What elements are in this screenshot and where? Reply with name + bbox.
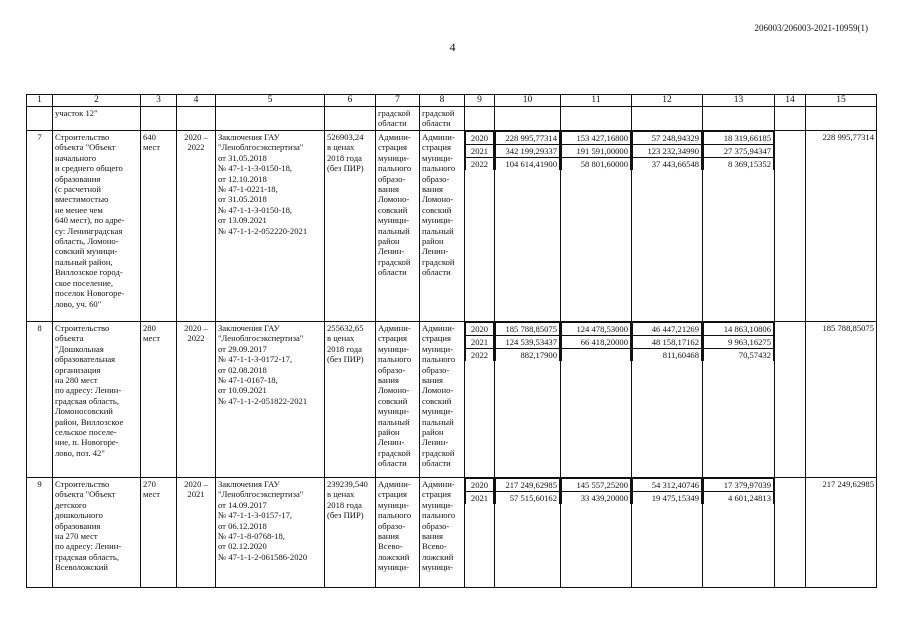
col-header: 15 — [806, 95, 877, 107]
cell-col11-group — [561, 322, 632, 478]
cell-year-group — [465, 478, 495, 588]
cell-col14 — [775, 322, 806, 478]
cell-owner: Админи- страция муници- пального образо- вания Ломоно- совский муници- пальный район Ленин- градской области — [420, 322, 465, 478]
col-header: 3 — [141, 95, 177, 107]
cell-col13: 17 379,97039 — [704, 479, 774, 492]
cell-year: 2021 — [466, 145, 494, 158]
cell — [325, 107, 376, 131]
cell-col12: 46 447,21269 — [633, 323, 702, 336]
col-header: 12 — [632, 95, 703, 107]
cell-col12: 37 443,66548 — [633, 158, 702, 171]
cell-col13-group — [703, 478, 775, 588]
cell-col12-group — [632, 322, 703, 478]
cell-expertise: Заключения ГАУ "Леноблгосэкспертиза" от 29.09.2017 № 47-1-1-3-0172-17, от 02.08.2018 № 47-1-0167-18, от 10.09.2021 № 47-1-1-2-051822-2021 — [216, 322, 325, 478]
cell-period: 2020 – 2022 — [177, 322, 216, 478]
cell — [703, 107, 775, 131]
cell-col15: 228 995,77314 — [806, 131, 877, 322]
col-header: 6 — [325, 95, 376, 107]
cell-col12: 19 475,15349 — [633, 492, 702, 505]
table-row — [27, 131, 877, 322]
cell-col13: 14 863,10806 — [704, 323, 774, 336]
cell-object-name: Строительство объекта "Объект начального и среднего общего образования (с расчетной вместимостью не менее чем 640 мест), по адре- су: Ленинградская область, Ломоно- совский муници- пальный район, Виллозское город- ское поселение, поселок Новогоре- лово, уч. 60" — [53, 131, 141, 322]
cell-col12: 54 312,40746 — [633, 479, 702, 492]
cell-year: 2020 — [466, 479, 494, 492]
cell-col15: 217 249,62985 — [806, 478, 877, 588]
cell — [27, 107, 53, 131]
cell-col12-group — [632, 131, 703, 322]
cell-row-number: 9 — [27, 478, 53, 588]
page-number: 4 — [449, 40, 456, 54]
cell-col14 — [775, 478, 806, 588]
cell-customer: Админи- страция муници- пального образо- вания Всево- ложский муници- — [376, 478, 420, 588]
col-header: 8 — [420, 95, 465, 107]
table-row — [27, 322, 877, 478]
cell-cost: 526903,24 в ценах 2018 года (без ПИР) — [325, 131, 376, 322]
cell-col13: 9 963,16275 — [704, 336, 774, 349]
cell-col11: 191 591,00000 — [562, 145, 631, 158]
cell-total: 342 199,29337 — [496, 145, 560, 158]
header-row — [27, 95, 877, 107]
cell-col11: 33 439,20000 — [562, 492, 631, 505]
cell-row-number: 7 — [27, 131, 53, 322]
cell-total-group — [495, 478, 561, 588]
cell-expertise: Заключения ГАУ "Леноблгосэкспертиза" от 14.09.2017 № 47-1-1-3-0157-17, от 06.12.2018 № 47-1-8-0768-18, от 02.12.2020 № 47-1-1-2-061586-2020 — [216, 478, 325, 588]
cell-col12-group — [632, 478, 703, 588]
cell-year: 2022 — [466, 158, 494, 171]
cell-capacity: 640 мест — [141, 131, 177, 322]
cell-total: 57 515,60162 — [496, 492, 560, 505]
cell-capacity: 270 мест — [141, 478, 177, 588]
cell-period: 2020 – 2022 — [177, 131, 216, 322]
col-header: 1 — [27, 95, 53, 107]
cell-total: 217 249,62985 — [496, 479, 560, 492]
cell-capacity: 280 мест — [141, 322, 177, 478]
cell — [495, 107, 561, 131]
cell-year: 2021 — [466, 336, 494, 349]
cell-col13: 4 601,24813 — [704, 492, 774, 505]
cell-col11: 58 801,60000 — [562, 158, 631, 171]
cell-col13-group — [703, 131, 775, 322]
cell-expertise: Заключения ГАУ "Леноблгосэкспертиза" от 31.05.2018 № 47-1-1-3-0150-18, от 12.10.2018 № 47-1-0221-18, от 31.05.2018 № 47-1-1-3-0150-18, от 13.09.2021 № 47-1-1-2-052220-2021 — [216, 131, 325, 322]
cell-period: 2020 – 2021 — [177, 478, 216, 588]
cell-col11-group — [561, 131, 632, 322]
cell-col13-group — [703, 322, 775, 478]
cell-col11 — [562, 349, 631, 362]
cell-col11: 66 418,20000 — [562, 336, 631, 349]
cell-col12: 123 232,34990 — [633, 145, 702, 158]
cell-object-name: Строительство объекта "Объект детского дошкольного образования на 270 мест по адресу: Ленин- градская область, Всеволожский — [53, 478, 141, 588]
cell-col13: 70,57432 — [704, 349, 774, 362]
document-number: 206003/206003-2021-10959(1) — [754, 23, 868, 33]
col-header: 2 — [53, 95, 141, 107]
cell-total: 124 539,53437 — [496, 336, 560, 349]
cell-year-group — [465, 322, 495, 478]
cell-col11: 124 478,53000 — [562, 323, 631, 336]
cell — [775, 107, 806, 131]
cell-object-name: участок 12" — [53, 107, 141, 131]
cell-total-group — [495, 322, 561, 478]
cell-row-number: 8 — [27, 322, 53, 478]
cell-year-group — [465, 131, 495, 322]
cell — [561, 107, 632, 131]
cell-col13: 27 375,94347 — [704, 145, 774, 158]
col-header: 7 — [376, 95, 420, 107]
table-row — [27, 478, 877, 588]
cell-total: 228 995,77314 — [496, 132, 560, 145]
col-header: 11 — [561, 95, 632, 107]
cell-col13: 8 369,15352 — [704, 158, 774, 171]
cell-col11-group — [561, 478, 632, 588]
col-header: 5 — [216, 95, 325, 107]
cell-col12: 57 248,94329 — [633, 132, 702, 145]
cell — [216, 107, 325, 131]
cell-year: 2022 — [466, 349, 494, 362]
cell — [465, 107, 495, 131]
cell-customer: градской области — [376, 107, 420, 131]
col-header: 9 — [465, 95, 495, 107]
cell-cost: 239239,540 в ценах 2018 года (без ПИР) — [325, 478, 376, 588]
cell-col11: 153 427,16800 — [562, 132, 631, 145]
col-header: 13 — [703, 95, 775, 107]
cell-total-group — [495, 131, 561, 322]
cell-total: 882,17900 — [496, 349, 560, 362]
col-header: 10 — [495, 95, 561, 107]
cell-customer: Админи- страция муници- пального образо- вания Ломоно- совский муници- пальный район Ленин- градской области — [376, 322, 420, 478]
continuation-row — [27, 107, 877, 131]
cell — [141, 107, 177, 131]
cell-col12: 48 158,17162 — [633, 336, 702, 349]
cell-col15: 185 788,85075 — [806, 322, 877, 478]
cell — [806, 107, 877, 131]
data-table — [26, 94, 877, 588]
cell-col13: 18 319,66185 — [704, 132, 774, 145]
cell-year: 2021 — [466, 492, 494, 505]
cell-col14 — [775, 131, 806, 322]
cell-customer: Админи- страция муници- пального образо- вания Ломоно- совский муници- пальный район Ленин- градской области — [376, 131, 420, 322]
cell-year: 2020 — [466, 132, 494, 145]
cell-total: 104 614,41900 — [496, 158, 560, 171]
cell — [177, 107, 216, 131]
cell-owner: Админи- страция муници- пального образо- вания Всево- ложский муници- — [420, 478, 465, 588]
cell-owner: градской области — [420, 107, 465, 131]
col-header: 4 — [177, 95, 216, 107]
cell-year: 2020 — [466, 323, 494, 336]
cell-total: 185 788,85075 — [496, 323, 560, 336]
cell-col12: 811,60468 — [633, 349, 702, 362]
cell-col11: 145 557,25200 — [562, 479, 631, 492]
cell — [632, 107, 703, 131]
cell-cost: 255632,65 в ценах 2018 года (без ПИР) — [325, 322, 376, 478]
cell-object-name: Строительство объекта "Дошкольная образовательная организация на 280 мест по адресу: Ленин- градская область, Ломоносовский район, Виллозское сельское поселе- ние, п. Новогоре- лово, поз. 42" — [53, 322, 141, 478]
col-header: 14 — [775, 95, 806, 107]
cell-owner: Админи- страция муници- пального образо- вания Ломоно- совский муници- пальный район Ленин- градской области — [420, 131, 465, 322]
